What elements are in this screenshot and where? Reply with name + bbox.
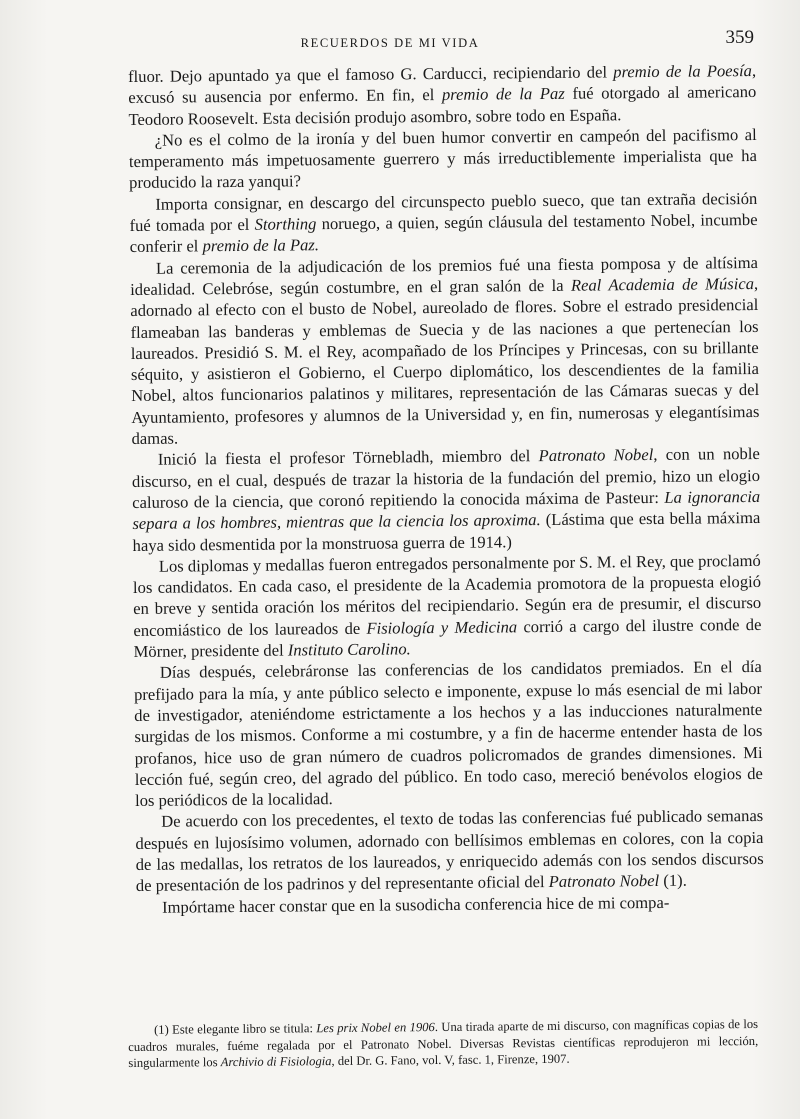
text-run: , adornado al efecto con el busto de Nobel, aureolado de flores. Sobre el estrado presidencial flameaban las banderas y emblemas de Suecia y de las naciones a que pertenecían los laureados. Presidió S. M. el Rey, acompañado de los Príncipes y Princesas, con su brillante séquito, y asistieron el Gobierno, el Cuerpo diplomático, los descendientes de la familia Nobel, altos funcionarios palatinos y militares, representación de las Cámaras suecas y del Ayuntamiento, profesores y alumnos de la Universidad y, en fin, numerosas y elegantísimas damas. — [130, 273, 760, 449]
italic-text: La ignorancia separa a los hombres, mientras que la ciencia los aproxima. — [132, 486, 761, 534]
text-run: corrió a cargo del ilustre conde de Mörner, presidente del — [133, 614, 762, 661]
text-run: fluor. Dejo apuntado ya que el famoso G. Carducci, recipiendario del — [128, 62, 614, 86]
paragraph-6 — [133, 550, 762, 663]
italic-text: Patronato Nobel — [548, 871, 660, 892]
italic-text: Storthing — [254, 214, 317, 234]
text-run: (1). — [659, 870, 687, 891]
body-text — [128, 60, 764, 918]
paragraph-7 — [134, 656, 763, 811]
italic-text: premio de la Paz. — [202, 235, 320, 256]
text-run: Días después, celebráronse las conferencias de los candidatos premiados. En el día prefijado para la mía, y ante público selecto e imponente, expuse lo más esencial de mi labor de investigador, ateniéndome estrictamente a los hechos y a las inducciones naturalmente surgidas de los mismos. Conforme a mi costumbre, y a fin de hacerme entender hasta de los profanos, hice uso de gran número de cuadros policromados de grandes dimensiones. Mi lección fué, según creo, del agrado del público. En todo caso, mereció benévolos elogios de los periódicos de la localidad. — [133, 657, 763, 811]
italic-text: Instituto Carolino. — [287, 639, 411, 660]
paragraph-4 — [130, 252, 760, 450]
italic-text: Archivio di Fisiologia — [220, 1054, 332, 1070]
text-run: (1) Este elegante libro se titula: — [154, 1021, 317, 1037]
paragraph-3 — [129, 188, 758, 258]
text-run: Inició la fiesta el profesor Törnebladh, miembro del — [157, 446, 539, 470]
italic-text: Patronato Nobel — [538, 445, 654, 466]
page-number: 359 — [725, 27, 754, 48]
text-run: Los diplomas y medallas fueron entregados personalmente por S. M. el Rey, que proclamó los candidatos. En cada caso, el presidente de la Academia promotora de la propuesta elogió en breve y sentida oración los méritos del recipiendario. Según era de presumir, el discurso encomiástico de los laureados de — [132, 550, 762, 640]
paragraph-2 — [129, 124, 758, 194]
text-run: (Lástima que esta bella máxima haya sido desmentida por la monstruosa guerra de 1914.) — [132, 508, 761, 555]
text-run: . Una tirada aparte de mi discurso, con magníficas copias de los cuadros murales, fuéme regalada por el Patronato Nobel. Diversas Revistas científicas reprodujeron mi lección, singularmente los — [128, 1016, 759, 1071]
running-head: RECUERDOS DE MI VIDA — [300, 36, 480, 50]
text-run: Importa consignar, en descargo del circunspecto pueblo sueco, que tan extraña decisión fué tomada por el — [129, 188, 758, 236]
italic-text: Fisiología y Medicina — [366, 617, 518, 638]
text-run: fué otorgado al americano Teodoro Roosevelt. Esta decisión produjo asombro, sobre todo en España. — [128, 82, 757, 129]
footnotes — [128, 1016, 758, 1072]
text-run: , del Dr. G. Fano, vol. V, fasc. 1, Firenze, 1907. — [331, 1051, 570, 1069]
text-run: , con un noble discurso, en el cual, después de trazar la historia de la fundación del premio, hizo un elogio caluroso de la ciencia, que coronó repitiendo la conocida máxima de Pasteur: — [131, 444, 761, 512]
text-run: Impórtame hacer constar que en la susodicha conferencia hice de mi compa- — [161, 892, 670, 917]
paragraph-5 — [132, 443, 761, 556]
italic-text: premio de la Paz — [441, 84, 565, 105]
italic-text: Les prix Nobel en 1906 — [316, 1020, 435, 1036]
italic-text: Real Academia de Música — [570, 273, 755, 295]
paragraph-1 — [128, 60, 757, 130]
text-run: noruego, a quien, según cláusula del testamento Nobel, incumbe conferir el — [129, 210, 758, 257]
footnote-1 — [128, 1016, 758, 1072]
italic-text: premio de la Poesía — [613, 61, 753, 82]
text-run: De acuerdo con los precedentes, el texto de todas las conferencias fué publicado semanas después en lujosísimo volumen, adornado con bellísimos emblemas en colores, con la copia de las medallas, los retratos de los laureados, y enriquecido además con los sendos discursos de presentación de los padrinos y del representante oficial del — [135, 806, 764, 896]
text-run: La ceremonia de la adjudicación de los premios fué una fiesta pomposa y de altísima idealidad. Celebróse, según costumbre, en el gran salón de la — [130, 252, 759, 299]
text-run: ¿No es el colmo de la ironía y del buen humor convertir en campeón del pacifismo al temperamento más impetuosamente guerrero y más irreductiblemente imperialista que ha producido la raza yanqui? — [128, 124, 757, 193]
text-run: , excusó su ausencia por enfermo. En fin, el — [128, 60, 757, 108]
paragraph-8 — [135, 805, 764, 896]
